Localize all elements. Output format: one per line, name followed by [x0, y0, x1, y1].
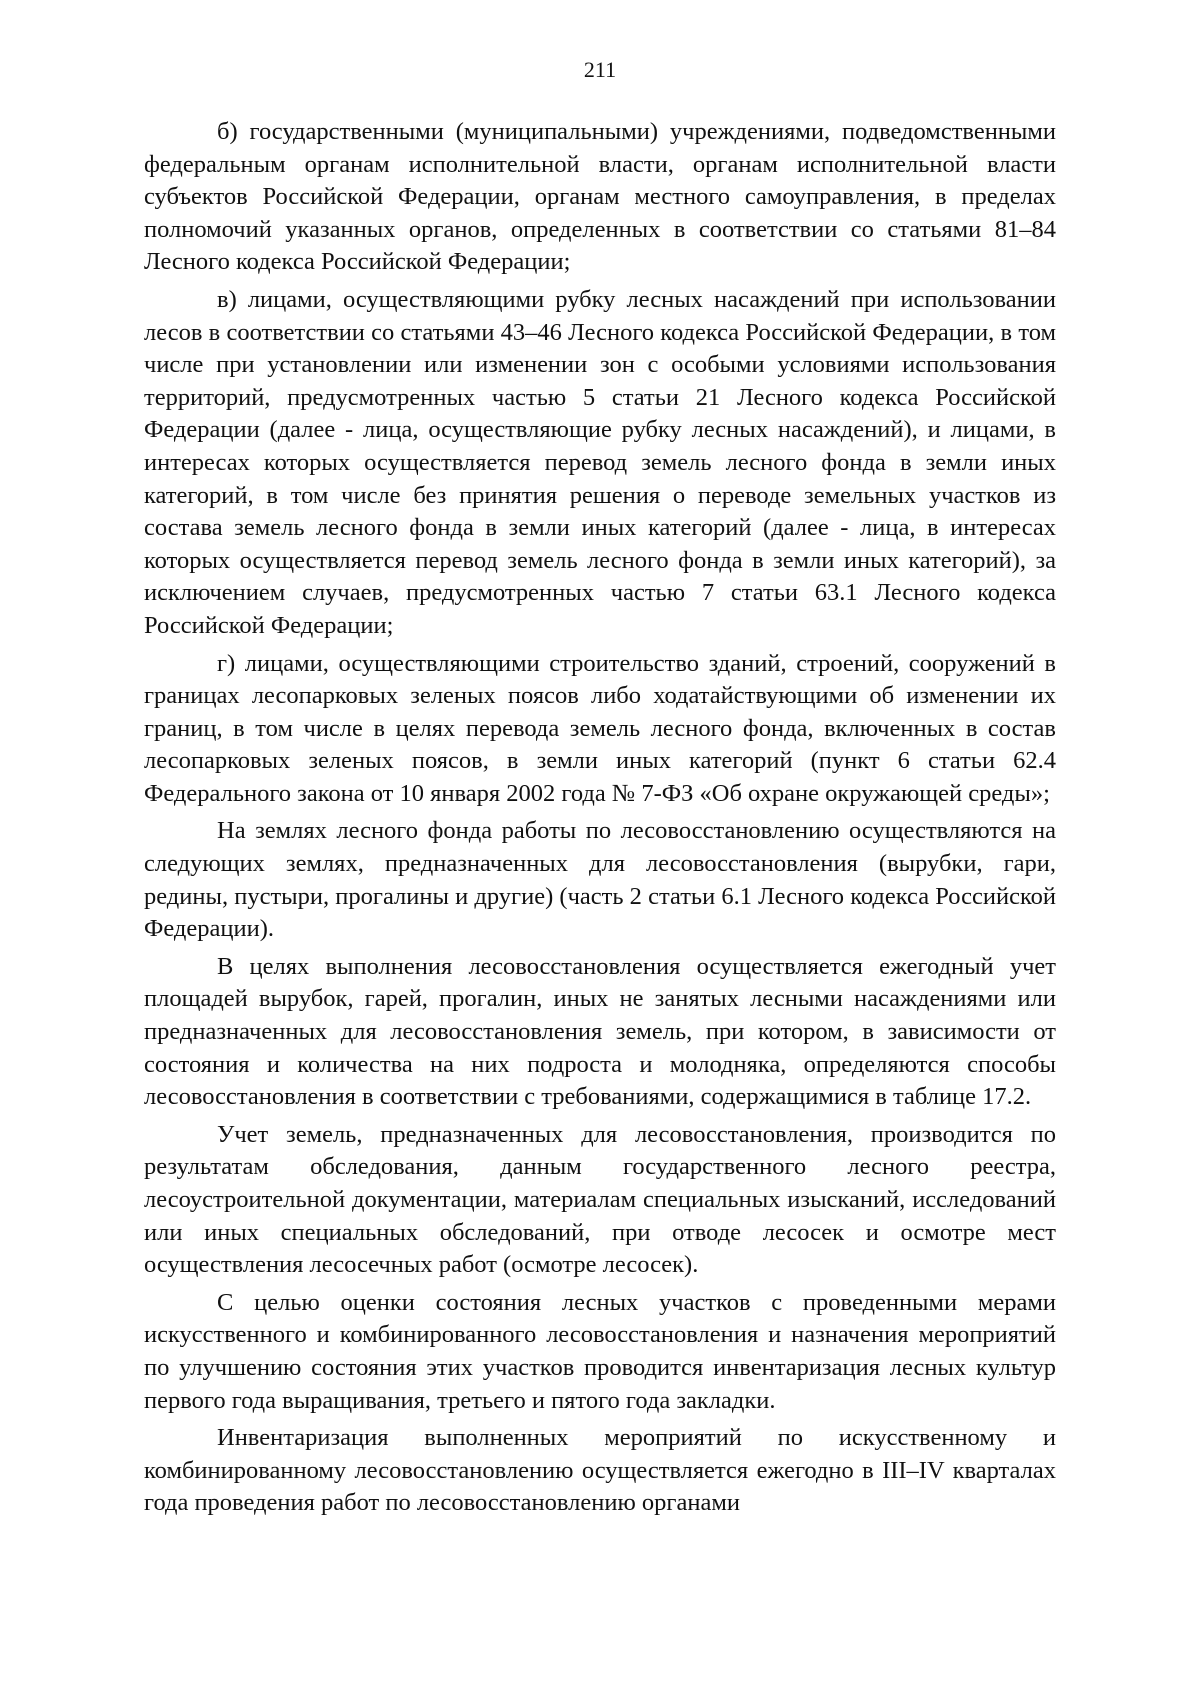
paragraph-annual-accounting: В целях выполнения лесовосстановления осуществляется ежегодный учет площадей вырубок, гарей, прогалин, иных не занятых лесными насаждениями или предназначенных для лесовосстановления земель, при котором, в зависимости от состояния и количества на них подроста и молодняка, определяются способы лесовосстановления в соответствии с требованиями, содержащимися в таблице 17.2.: [144, 952, 1056, 1111]
paragraph-land-accounting: Учет земель, предназначенных для лесовосстановления, производится по результатам обследования, данным государственного лесного реестра, лесоустроительной документации, материалам специальных изысканий, исследований или иных специальных обследований, при отводе лесосек и осмотре мест осуществления лесосечных работ (осмотре лесосек).: [144, 1120, 1056, 1279]
paragraph-b-institutions: б) государственными (муниципальными) учреждениями, подведомственными федеральным органам исполнительной власти, органам исполнительной власти субъектов Российской Федерации, органам местного самоуправления, в пределах полномочий указанных органов, определенных в соответствии со статьями 81–84 Лесного кодекса Российской Федерации;: [144, 118, 1056, 276]
paragraph-v-logging-persons: в) лицами, осуществляющими рубку лесных насаждений при использовании лесов в соответствии со статьями 43–46 Лесного кодекса Российской Федерации, в том числе при установлении или изменении зон с особыми условиями использования территорий, предусмотренных частью 5 статьи 21 Лесного кодекса Российской Федерации (далее - лица, осуществляющие рубку лесных насаждений), и лицами, в интересах которых осуществляется перевод земель лесного фонда в земли иных категорий, в том числе без принятия решения о переводе земельных участков из состава земель лесного фонда в земли иных категорий (далее - лица, в интересах которых осуществляется перевод земель лесного фонда в земли иных категорий), за исключением случаев, предусмотренных частью 7 статьи 63.1 Лесного кодекса Российской Федерации;: [144, 285, 1056, 639]
document-body: [144, 116, 1056, 1520]
paragraph-reforestation-lands: На землях лесного фонда работы по лесовосстановлению осуществляются на следующих землях, предназначенных для лесовосстановления (вырубки, гари, редины, пустыри, прогалины и другие) (часть 2 статьи 6.1 Лесного кодекса Российской Федерации).: [144, 817, 1056, 943]
paragraph-inventory-schedule: Инвентаризация выполненных мероприятий по искусственному и комбинированному лесовосстановлению осуществляется ежегодно в III–IV кварталах года проведения работ по лесовосстановлению органами: [144, 1424, 1056, 1517]
page-number: 211: [583, 57, 617, 82]
paragraph-g-construction-persons: г) лицами, осуществляющими строительство зданий, строений, сооружений в границах лесопарковых зеленых поясов либо ходатайствующими об изменении их границ, в том числе в целях перевода земель лесного фонда, включенных в состав лесопарковых зеленых поясов, в земли иных категорий (пункт 6 статьи 62.4 Федерального закона от 10 января 2002 года № 7-ФЗ «Об охране окружающей среды»;: [144, 649, 1056, 807]
paragraph-inventory-purpose: С целью оценки состояния лесных участков с проведенными мерами искусственного и комбинированного лесовосстановления и назначения мероприятий по улучшению состояния этих участков проводится инвентаризация лесных культур первого года выращивания, третьего и пятого года закладки.: [144, 1288, 1056, 1414]
